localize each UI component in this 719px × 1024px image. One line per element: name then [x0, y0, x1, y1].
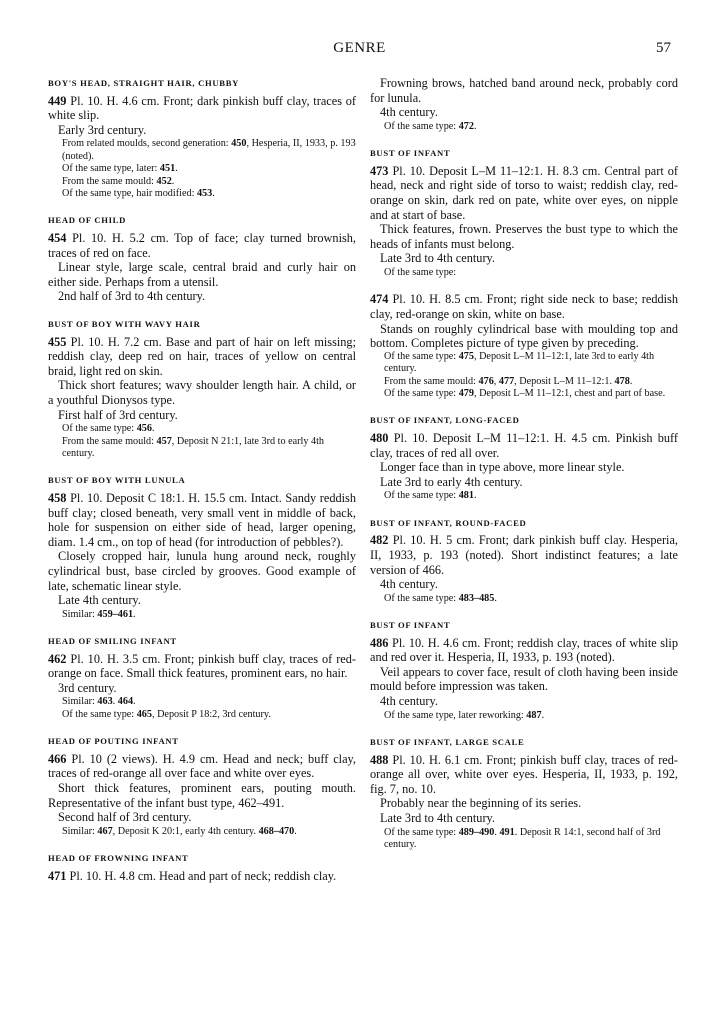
entry-description: 474 Pl. 10. H. 8.5 cm. Front; right side neck to base; reddish clay, red-orange on skin, white on base. [370, 292, 678, 321]
entry-commentary: Veil appears to cover face, result of cloth having been inside mould before impression was taken. [370, 664, 678, 694]
entry-description: 473 Pl. 10. Deposit L–M 11–12:1. H. 8.3 cm. Central part of head, neck and right side of torso to waist; reddish clay, red-orange on skin, dark red on pate, white over eyes, on nipple and at start of base. [370, 163, 678, 222]
catalog-entry [370, 146, 678, 279]
catalog-entry [48, 76, 356, 200]
entry-date: Late 3rd to 4th century. [380, 251, 495, 266]
entry-date: First half of 3rd century. [58, 407, 178, 422]
catalog-entry [370, 413, 678, 502]
entry-description: 486 Pl. 10. H. 4.6 cm. Front; reddish clay, traces of white slip and red over it. Hesperia, II, 1933, p. 193 (noted). [370, 635, 678, 665]
entry-description: 480 Pl. 10. Deposit L–M 11–12:1. H. 4.5 cm. Pinkish buff clay, traces of red all over. [370, 430, 678, 460]
catalog-entry [48, 317, 356, 460]
entry-note: From the same mould: 476, 477, Deposit L–M 11–12:1. 478. [384, 375, 633, 387]
entry-description: 488 Pl. 10. H. 6.1 cm. Front; pinkish buff clay, traces of red-orange all over, white over eyes. Hesperia, II, 1933, p. 192, fig. 7, no. 10. [370, 752, 678, 796]
entry-note: Of the same type: 489–490. 491. Deposit R 14:1, second half of 3rd century. [384, 826, 661, 851]
left-column [48, 76, 356, 896]
entry-date: Late 4th century. [58, 593, 141, 608]
entry-note: Of the same type: 483–485. [384, 592, 497, 604]
catalog-entry [370, 618, 678, 722]
entry-commentary: Stands on roughly cylindrical base with moulding top and bottom. Completes picture of type given by preceding. [370, 321, 678, 351]
entry-commentary: Longer face than in type above, more linear style. [380, 460, 625, 475]
entry-heading: BUST OF INFANT, LARGE SCALE [370, 737, 525, 748]
entry-note: From the same mould: 452. [62, 175, 175, 187]
entry-note: Of the same type, later: 451. [62, 163, 178, 175]
entry-heading: BUST OF INFANT, LONG-FACED [370, 415, 520, 426]
entry-date: Second half of 3rd century. [58, 810, 192, 825]
entry-note: Of the same type: [384, 266, 457, 278]
entry-heading: BUST OF BOY WITH WAVY HAIR [48, 318, 201, 329]
entry-description: 458 Pl. 10. Deposit C 18:1. H. 15.5 cm. Intact. Sandy reddish buff clay; closed beneath, very small vent in middle of back, hole for suspension on either side of head, larger opening, diam. 1.4 cm., on top of head (for introduction of pebbles?). [48, 490, 356, 549]
catalog-entry [370, 292, 678, 400]
catalog-entry [48, 213, 356, 304]
catalog-entry [48, 473, 356, 621]
entry-note: Of the same type, later reworking: 487. [384, 709, 545, 721]
entry-commentary: Thick short features; wavy shoulder length hair. A child, or a youthful Dionysos type. [48, 378, 356, 407]
entry-note: From the same mould: 457, Deposit N 21:1, late 3rd to early 4th century. [62, 435, 325, 459]
catalog-entry [48, 634, 356, 721]
entry-commentary: Closely cropped hair, lunula hung around neck, roughly cylindrical bust, base circled by grooves. Good example of late, schematic linear style. [48, 549, 356, 593]
entry-date: 3rd century. [58, 680, 117, 695]
entry-heading: BOY'S HEAD, STRAIGHT HAIR, CHUBBY [48, 78, 240, 88]
entry-commentary: Probably near the beginning of its series. [380, 796, 582, 811]
right-column [370, 76, 678, 864]
entry-heading: BUST OF INFANT [370, 620, 451, 631]
entry-note: Similar: 463. 464. [62, 696, 136, 708]
entry-heading: HEAD OF FROWNING INFANT [48, 853, 189, 864]
entry-note: Of the same type: 465, Deposit P 18:2, 3rd century. [62, 708, 271, 720]
entry-note: Of the same type: 475, Deposit L–M 11–12:1, late 3rd to early 4th century. [384, 350, 655, 375]
entry-date: 2nd half of 3rd to 4th century. [58, 289, 206, 304]
entry-description: 449 Pl. 10. H. 4.6 cm. Front; dark pinkish buff clay, traces of white slip. [48, 93, 356, 123]
entry-note: Similar: 459–461. [62, 608, 136, 620]
entry-note: Of the same type: 456. [62, 423, 155, 435]
page-header [0, 40, 719, 64]
entry-description: 466 Pl. 10 (2 views). H. 4.9 cm. Head and neck; buff clay, traces of red-orange all over face and white over eyes. [48, 751, 356, 781]
entry-date: Early 3rd century. [58, 122, 147, 137]
entry-heading: BUST OF INFANT [370, 148, 451, 159]
catalog-entry [370, 516, 678, 605]
entry-date: Late 3rd to early 4th century. [380, 474, 523, 489]
entry-heading: HEAD OF CHILD [48, 215, 127, 226]
entry-note: Of the same type: 479, Deposit L–M 11–12:1, chest and part of base. [384, 387, 666, 399]
page-number: 57 [656, 40, 671, 56]
entry-description: 462 Pl. 10. H. 3.5 cm. Front; pinkish buff clay, traces of red-orange on face. Small thick features, prominent ears, no hair. [48, 651, 356, 681]
entry-date: 4th century. [380, 694, 438, 709]
entry-note: Of the same type: 472. [384, 120, 477, 132]
entry-note: From related moulds, second generation: 450, Hesperia, II, 1933, p. 193 (noted). [62, 138, 356, 162]
entry-description: 471 Pl. 10. H. 4.8 cm. Head and part of neck; reddish clay. [48, 868, 337, 883]
catalog-entry [48, 734, 356, 838]
entry-description: 482 Pl. 10. H. 5 cm. Front; dark pinkish buff clay. Hesperia, II, 1933, p. 193 (noted). Short indistinct features; a late version of 466. [370, 533, 678, 577]
entry-heading: BUST OF BOY WITH LUNULA [48, 475, 186, 486]
catalog-entry [370, 735, 678, 851]
entry-heading: HEAD OF POUTING INFANT [48, 736, 179, 747]
entry-commentary: Frowning brows, hatched band around neck, probably cord for lunula. [370, 76, 678, 105]
entry-description: 454 Pl. 10. H. 5.2 cm. Top of face; clay turned brownish, traces of red on face. [48, 231, 356, 260]
entry-date: 4th century. [380, 105, 438, 120]
entry-note: Similar: 467, Deposit K 20:1, early 4th century. 468–470. [62, 825, 297, 837]
entry-commentary: Linear style, large scale, central braid and curly hair on either side. Perhaps from a utensil. [48, 260, 356, 289]
entry-note: Of the same type, hair modified: 453. [62, 188, 215, 199]
entry-date: Late 3rd to 4th century. [380, 811, 495, 826]
catalog-entry [370, 76, 678, 133]
entry-heading: HEAD OF SMILING INFANT [48, 636, 177, 647]
entry-note: Of the same type: 481. [384, 490, 477, 502]
running-head: GENRE [333, 40, 386, 56]
entry-date: 4th century. [380, 577, 438, 592]
entry-commentary: Thick features, frown. Preserves the bust type to which the heads of infants must belong. [370, 222, 678, 251]
entry-commentary: Short thick features, prominent ears, pouting mouth. Representative of the infant bust type, 462–491. [48, 781, 356, 810]
entry-description: 455 Pl. 10. H. 7.2 cm. Base and part of hair on left missing; reddish clay, deep red on hair, traces of yellow on central braid, light red on skin. [48, 334, 356, 378]
entry-heading: BUST OF INFANT, ROUND-FACED [370, 517, 527, 528]
catalog-entry [48, 851, 356, 883]
